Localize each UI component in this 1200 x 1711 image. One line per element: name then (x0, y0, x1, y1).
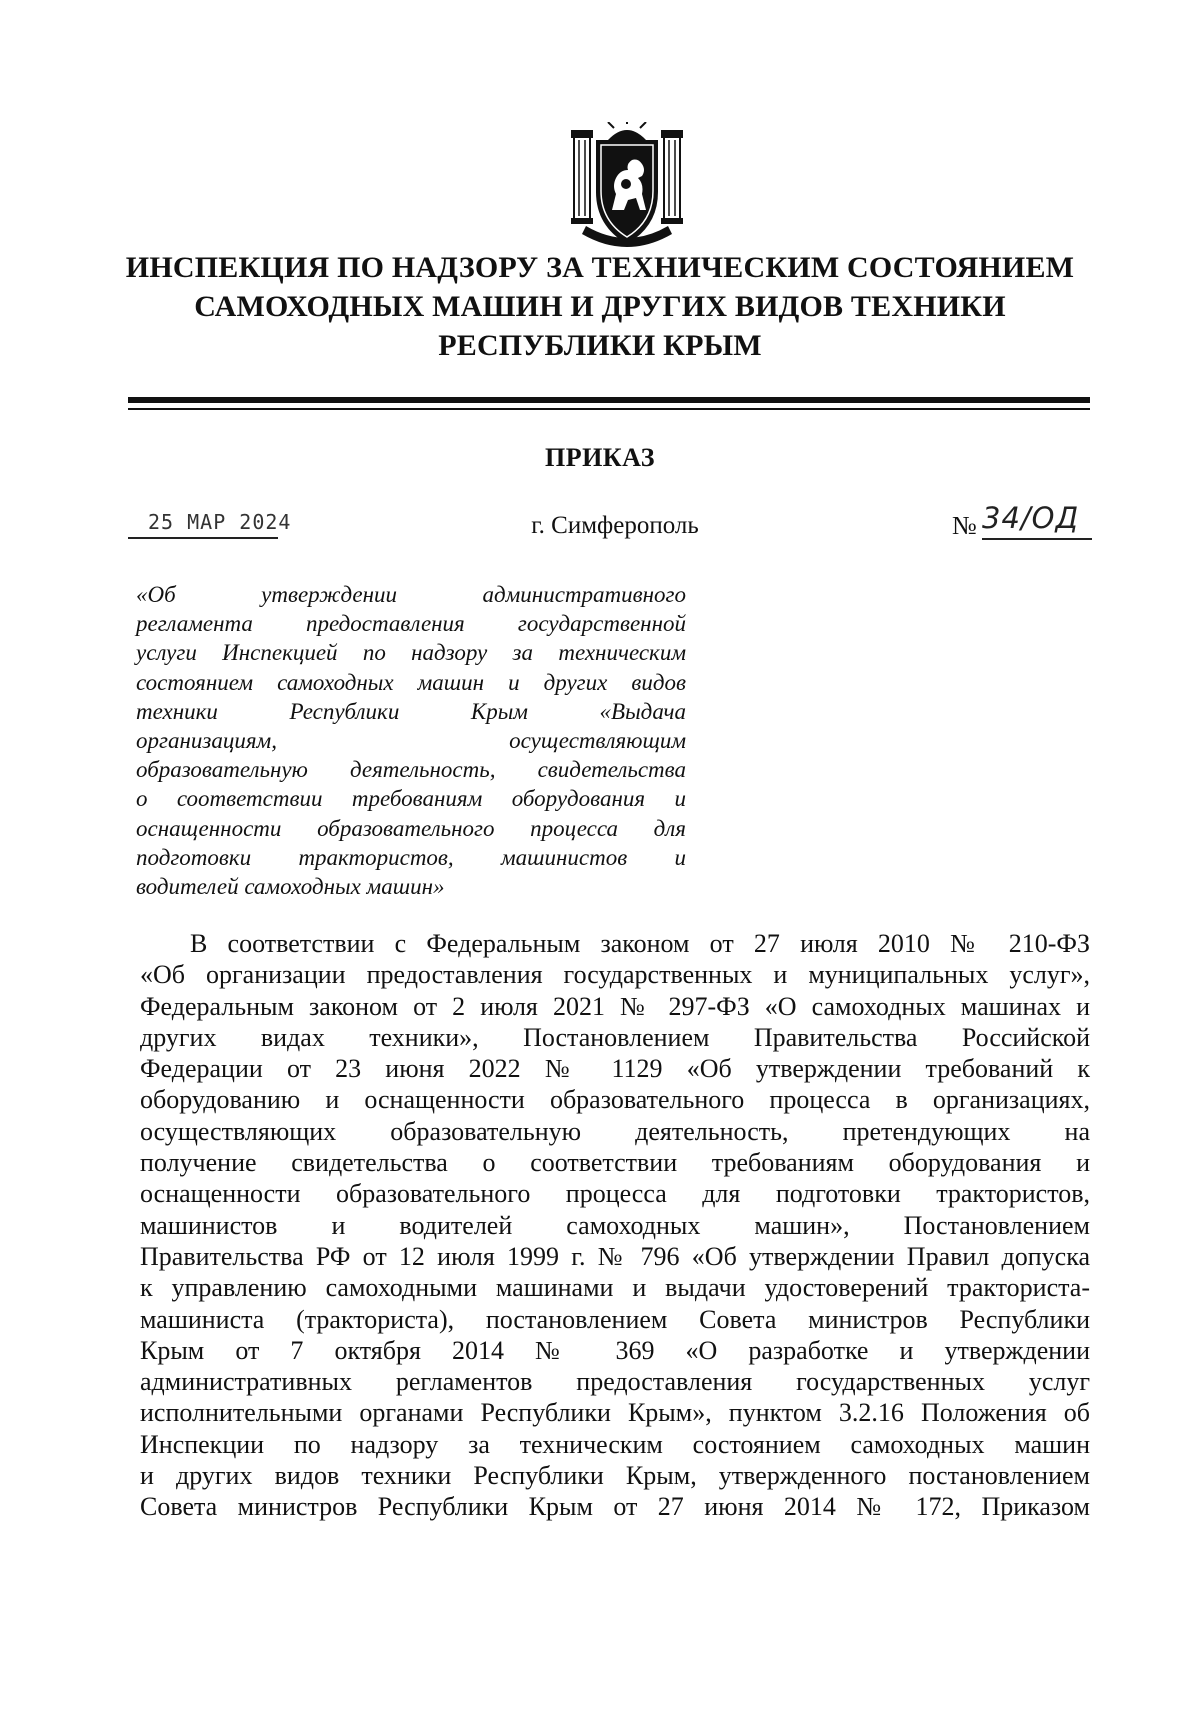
body-line: В соответствии с Федеральным законом от 27 июля 2010 № 210-ФЗ (190, 929, 1090, 958)
organization-title (120, 248, 1080, 365)
body-line: Крым от 7 октября 2014 № 369 «О разработке и утверждении (140, 1335, 1090, 1365)
body-line: получение свидетельства о соответствии требованиям оборудования и (140, 1148, 1090, 1178)
document-number (952, 502, 1132, 548)
body-line: Правительства РФ от 12 июля 1999 г. № 796 «Об утверждении Правил допуска (140, 1241, 1090, 1271)
city-label: г. Симферополь (531, 512, 699, 539)
subject-line: водителей самоходных машин» (136, 874, 445, 900)
body-line: машиниста (тракториста), постановлением Совета министров Республики (140, 1304, 1090, 1334)
body-line: Совета министров Республики Крым от 27 июня 2014 № 172, Приказом (140, 1492, 1090, 1522)
header-divider-thin (128, 408, 1090, 410)
body-line: Федеральным законом от 2 июля 2021 № 297-ФЗ «О самоходных машинах и (140, 991, 1090, 1021)
number-underline (982, 538, 1092, 540)
order-subject (136, 580, 686, 901)
organization-title-line-2: САМОХОДНЫХ МАШИН И ДРУГИХ ВИДОВ ТЕХНИКИ (194, 290, 1006, 323)
organization-title-line-1: ИНСПЕКЦИЯ ПО НАДЗОРУ ЗА ТЕХНИЧЕСКИМ СОСТОЯНИЕМ (125, 251, 1075, 284)
body-line: других видах техники», Постановлением Правительства Российской (140, 1022, 1090, 1052)
subject-line: «Об утверждении административного (136, 582, 686, 607)
subject-line: о соответствии требованиям оборудования и (136, 786, 686, 812)
subject-line: регламента предоставления государственной (136, 611, 686, 637)
body-line: и других видов техники Республики Крым, утвержденного постановлением (140, 1461, 1090, 1491)
subject-line: состоянием самоходных машин и других видов (136, 669, 686, 695)
body-line: осуществляющих образовательную деятельность, претендующих на (140, 1116, 1090, 1146)
subject-line: оснащенности образовательного процесса для (136, 815, 686, 841)
subject-line: техники Республики Крым «Выдача (136, 698, 686, 724)
date-stamp: 25 МАР 2024 (148, 510, 292, 534)
body-line: машинистов и водителей самоходных машин», Постановлением (140, 1210, 1090, 1240)
handwritten-number: 34/ОД (982, 501, 1080, 535)
subject-line: образовательную деятельность, свидетельства (136, 757, 686, 783)
body-line: Инспекции по надзору за техническим состоянием самоходных машин (140, 1429, 1090, 1459)
body-line: к управлению самоходными машинами и выдачи удостоверений тракториста- (140, 1273, 1090, 1303)
subject-line: услуги Инспекцией по надзору за техническим (136, 640, 686, 666)
subject-line: подготовки трактористов, машинистов и (136, 844, 686, 870)
document-type-heading: ПРИКАЗ (544, 443, 656, 472)
body-line: оборудованию и оснащенности образовательного процесса в организациях, (140, 1085, 1090, 1115)
order-body-paragraph (140, 928, 1090, 1523)
body-line: административных регламентов предоставления государственных услуг (140, 1367, 1090, 1397)
number-sign: № (952, 511, 977, 540)
subject-line: организациям, осуществляющим (136, 728, 686, 754)
organization-title-line-3: РЕСПУБЛИКИ КРЫМ (438, 329, 762, 362)
body-line: оснащенности образовательного процесса для подготовки трактористов, (140, 1179, 1090, 1209)
header-divider-thick (128, 397, 1090, 403)
body-line: исполнительными органами Республики Крым», пунктом 3.2.16 Положения об (140, 1398, 1090, 1428)
body-line: «Об организации предоставления государственных и муниципальных услуг», (140, 960, 1090, 990)
body-line: Федерации от 23 июня 2022 № 1129 «Об утверждении требований к (140, 1054, 1090, 1084)
crimea-coat-of-arms-icon (568, 122, 686, 250)
